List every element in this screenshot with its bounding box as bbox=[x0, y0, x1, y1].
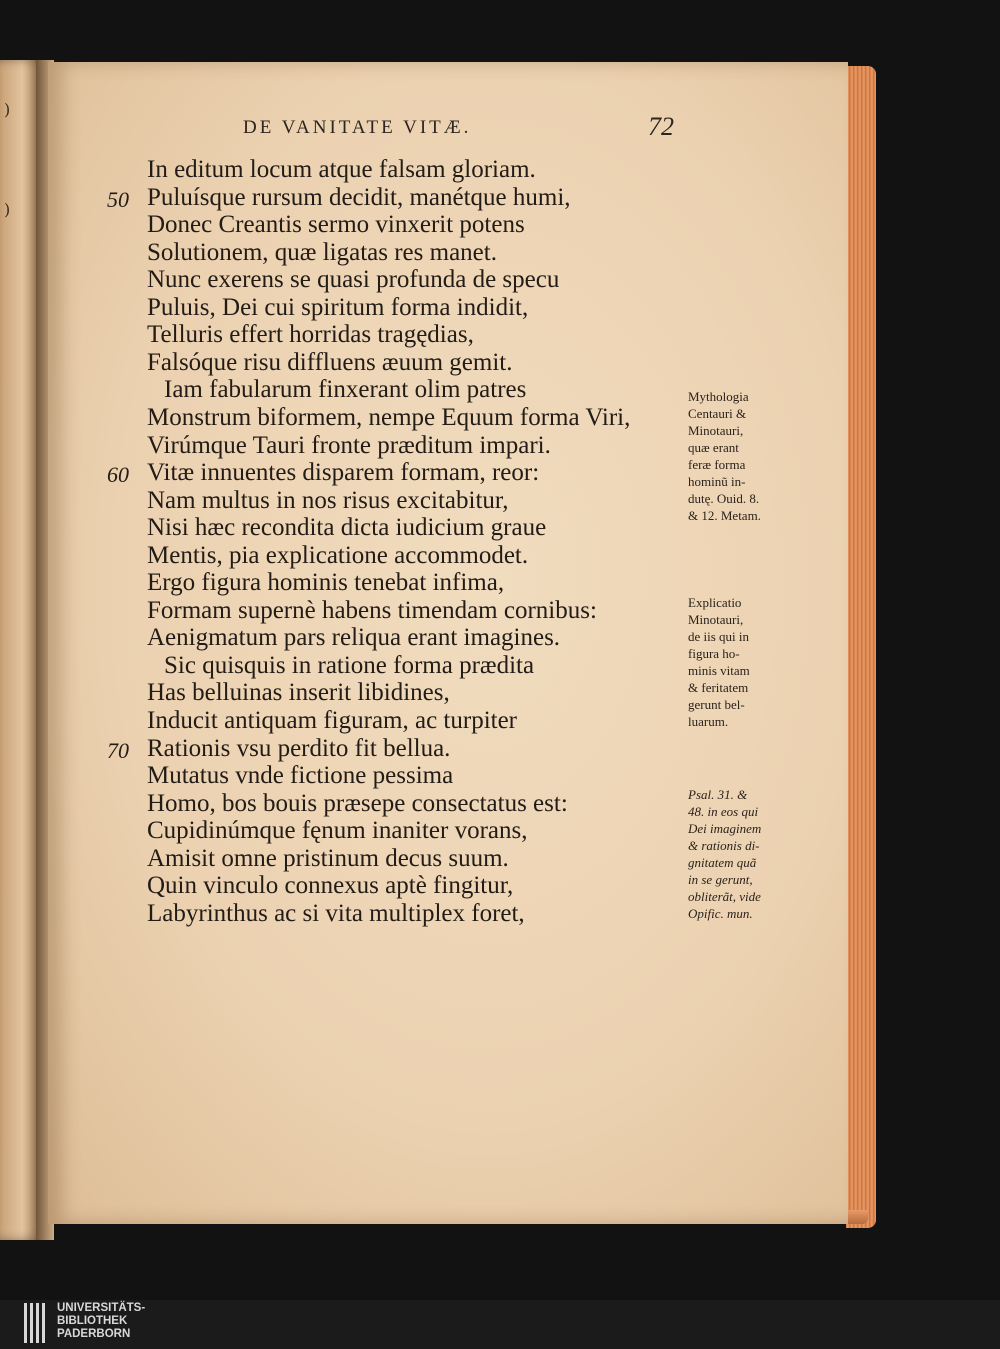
verse-line: Cupidinúmque fęnum inaniter vorans, bbox=[147, 817, 528, 845]
margin-note-line: luarum. bbox=[688, 714, 729, 729]
verse-line: Amisit omne pristinum decus suum. bbox=[147, 844, 509, 872]
margin-note-line: & feritatem bbox=[688, 680, 749, 695]
margin-note-line: Mythologia bbox=[688, 389, 749, 404]
verse-line: Quin vinculo connexus aptè fingitur, bbox=[147, 872, 514, 900]
line-number: 50 bbox=[107, 186, 129, 212]
line-number: 60 bbox=[107, 462, 129, 488]
library-logo-icon bbox=[24, 1303, 50, 1343]
margin-note-line: obliterãt, vide bbox=[688, 889, 761, 904]
margin-note bbox=[688, 786, 796, 922]
verse-line: Telluris effert horridas tragędias, bbox=[147, 321, 474, 349]
margin-note-line: dutę. Ouid. 8. bbox=[688, 491, 760, 506]
running-head: DE VANITATE VITÆ. bbox=[243, 117, 472, 138]
library-logo-text bbox=[57, 1302, 145, 1341]
margin-note-line: & 12. Metam. bbox=[688, 508, 761, 523]
left-page-edge bbox=[0, 60, 40, 1240]
verse-line: Formam supernè habens timendam cornibus: bbox=[147, 596, 597, 624]
verse-line: Puluis, Dei cui spiritum forma indidit, bbox=[147, 293, 529, 321]
verse-line: Inducit antiquam figuram, ac turpiter bbox=[147, 707, 518, 734]
verse-line: In editum locum atque falsam gloriam. bbox=[147, 156, 536, 183]
verse-line: Nunc exerens se quasi profunda de specu bbox=[147, 266, 560, 294]
left-page-fragment: ) bbox=[4, 100, 11, 119]
margin-note-line: Minotauri, bbox=[688, 612, 744, 627]
page-number: 72 bbox=[648, 112, 674, 141]
margin-note-line: in se gerunt, bbox=[688, 872, 753, 887]
line-number: 70 bbox=[107, 737, 129, 763]
margin-note-line: Minotauri, bbox=[688, 423, 744, 438]
verse-line: Solutionem, quæ ligatas res manet. bbox=[147, 238, 497, 266]
margin-note-line: Dei imaginem bbox=[688, 821, 762, 836]
verse-line: Vitæ innuentes disparem formam, reor: bbox=[147, 459, 540, 487]
margin-note-line: Centauri & bbox=[688, 406, 747, 421]
margin-note-line: de iis qui in bbox=[688, 629, 750, 644]
margin-note-line: Psal. 31. & bbox=[688, 787, 748, 802]
verse-line: Aenigmatum pars reliqua erant imagines. bbox=[147, 624, 561, 652]
margin-note bbox=[688, 388, 796, 524]
verse-line: Monstrum biformem, nempe Equum forma Viri, bbox=[147, 403, 631, 431]
page-edge-fore bbox=[846, 66, 876, 1228]
margin-note-line: hominũ in- bbox=[688, 474, 746, 489]
margin-note-line: minis vitam bbox=[688, 663, 750, 678]
verse-line: Labyrinthus ac si vita multiplex foret, bbox=[147, 899, 525, 927]
verse-line: Ergo figura hominis tenebat infima, bbox=[147, 569, 505, 597]
left-page-fragment: ) bbox=[4, 200, 11, 219]
verse-line: Sic quisquis in ratione forma prædita bbox=[164, 651, 535, 679]
verse-line: Nam multus in nos risus excitabitur, bbox=[147, 486, 509, 514]
verse-line: Homo, bos bouis præsepe consectatus est: bbox=[147, 789, 568, 817]
margin-note-line: & rationis di- bbox=[688, 838, 760, 853]
verse-line: Iam fabularum finxerant olim patres bbox=[164, 376, 527, 404]
verse-line: Nisi hæc recondita dicta iudicium graue bbox=[147, 514, 547, 542]
library-logo-bar bbox=[0, 1300, 1000, 1349]
margin-note-line: 48. in eos qui bbox=[688, 804, 759, 819]
margin-note-line: figura ho- bbox=[688, 646, 740, 661]
margin-note-line: Opific. mun. bbox=[688, 906, 753, 921]
verse-line: Falsóque risu diffluens æuum gemit. bbox=[147, 348, 513, 376]
verse-line: Virúmque Tauri fronte præditum impari. bbox=[147, 431, 551, 459]
verse-line: Has belluinas inserit libidines, bbox=[147, 679, 450, 707]
library-name-line2: BIBLIOTHEK bbox=[57, 1315, 128, 1327]
verse-line: Puluísque rursum decidit, manétque humi, bbox=[147, 183, 571, 211]
verse-line: Mutatus vnde fictione pessima bbox=[147, 762, 454, 790]
library-name-line3: PADERBORN bbox=[57, 1328, 131, 1340]
margin-note-line: gerunt bel- bbox=[688, 697, 745, 712]
margin-note-line: gnitatem quã bbox=[688, 855, 757, 870]
margin-note bbox=[688, 594, 796, 730]
verse-line: Rationis vsu perdito fit bellua. bbox=[147, 734, 451, 762]
library-name-line1: UNIVERSITÄTS- bbox=[57, 1302, 146, 1314]
margin-note-line: quæ erant bbox=[688, 440, 739, 455]
margin-note-line: Explicatio bbox=[688, 595, 742, 610]
margin-note-line: feræ forma bbox=[688, 457, 746, 472]
verse-line: Donec Creantis sermo vinxerit potens bbox=[147, 211, 525, 239]
verse-line: Mentis, pia explicatione accommodet. bbox=[147, 541, 529, 569]
